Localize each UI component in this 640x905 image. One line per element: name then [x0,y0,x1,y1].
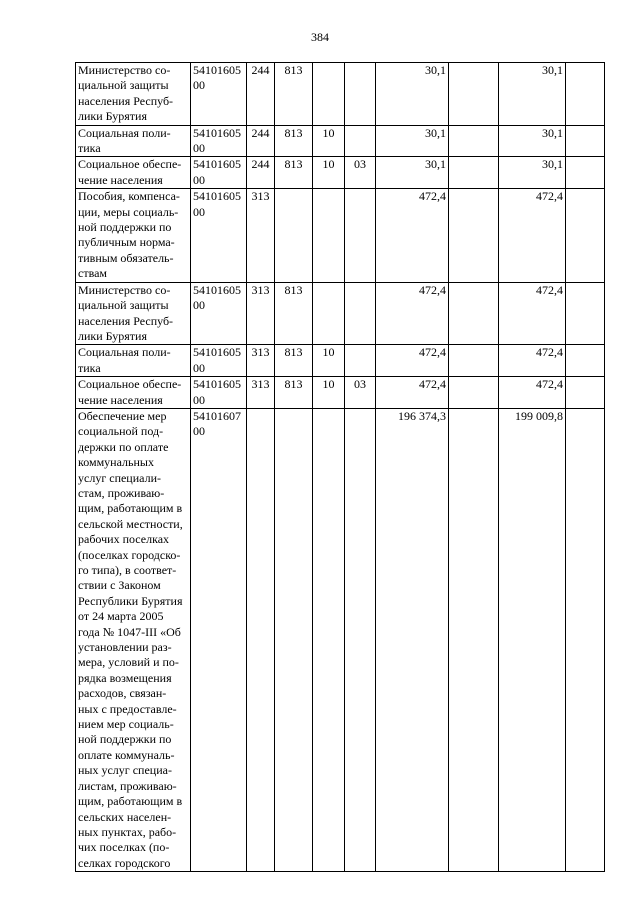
expense-type-cell: 313 [247,189,275,282]
name-cell: Социальная поли- тика [76,125,191,157]
amount-cell-2: 472,4 [499,282,566,345]
subsection-cell [345,63,376,126]
name-cell: Социальное обеспе- чение населения [76,377,191,409]
name-cell: Министерство со- циальной защиты населения Респуб- лики Бурятия [76,63,191,126]
blank-cell-1 [449,63,499,126]
expense-type-cell: 244 [247,157,275,189]
blank-cell-2 [566,189,605,282]
blank-cell-1 [449,345,499,377]
section-cell [313,408,345,871]
blank-cell-2 [566,282,605,345]
blank-cell-2 [566,63,605,126]
amount-cell-2: 199 009,8 [499,408,566,871]
expense-type-cell [247,408,275,871]
name-cell: Пособия, компенса- ции, меры социаль- ной поддержки по публичным норма- тивным обязатель- ствам [76,189,191,282]
target-code-cell: 54101605 00 [191,125,247,157]
ministry-code-cell: 813 [275,377,313,409]
target-code-cell: 54101605 00 [191,345,247,377]
section-cell: 10 [313,125,345,157]
section-cell: 10 [313,157,345,189]
amount-cell-2: 30,1 [499,157,566,189]
blank-cell-2 [566,408,605,871]
amount-cell-1: 472,4 [376,377,449,409]
blank-cell-2 [566,377,605,409]
amount-cell-2: 30,1 [499,63,566,126]
section-cell [313,189,345,282]
ministry-code-cell: 813 [275,282,313,345]
blank-cell-2 [566,345,605,377]
blank-cell-1 [449,189,499,282]
blank-cell-1 [449,157,499,189]
blank-cell-1 [449,282,499,345]
expense-type-cell: 313 [247,345,275,377]
target-code-cell: 54101607 00 [191,408,247,871]
section-cell [313,63,345,126]
table-body [76,63,605,872]
amount-cell-2: 472,4 [499,189,566,282]
name-cell: Министерство со- циальной защиты населения Респуб- лики Бурятия [76,282,191,345]
amount-cell-1: 30,1 [376,125,449,157]
blank-cell-1 [449,125,499,157]
amount-cell-1: 196 374,3 [376,408,449,871]
expense-type-cell: 244 [247,63,275,126]
name-cell: Социальная поли- тика [76,345,191,377]
table-row [76,345,605,377]
target-code-cell: 54101605 00 [191,157,247,189]
target-code-cell: 54101605 00 [191,189,247,282]
target-code-cell: 54101605 00 [191,377,247,409]
amount-cell-1: 472,4 [376,189,449,282]
section-cell: 10 [313,345,345,377]
subsection-cell [345,345,376,377]
subsection-cell [345,408,376,871]
amount-cell-1: 30,1 [376,157,449,189]
subsection-cell [345,282,376,345]
subsection-cell: 03 [345,377,376,409]
amount-cell-1: 472,4 [376,282,449,345]
table-row [76,125,605,157]
name-cell: Обеспечение мер социальной под- держки по оплате коммунальных услуг специали- стам, проживаю- щим, работающим в сельской местности, рабочих поселках (поселках городско- го типа), в соответ- ствии с Законом Республики Бурятия от 24 марта 2005 года № 1047-III «Об установлении раз- мера, условий и по- рядка возмещения расходов, связан- ных с предоставле- нием мер социаль- ной поддержки по оплате коммуналь- ных услуг специа- листам, проживаю- щим, работающим в сельских населен- ных пунктах, рабо- чих поселках (по- селках городского [76,408,191,871]
amount-cell-2: 472,4 [499,377,566,409]
blank-cell-1 [449,377,499,409]
ministry-code-cell: 813 [275,345,313,377]
expense-type-cell: 313 [247,282,275,345]
subsection-cell [345,125,376,157]
table-row [76,408,605,871]
table-row [76,377,605,409]
blank-cell-1 [449,408,499,871]
blank-cell-2 [566,157,605,189]
table-row [76,282,605,345]
section-cell: 10 [313,377,345,409]
target-code-cell: 54101605 00 [191,282,247,345]
ministry-code-cell: 813 [275,63,313,126]
ministry-code-cell [275,189,313,282]
subsection-cell [345,189,376,282]
blank-cell-2 [566,125,605,157]
table-row [76,63,605,126]
amount-cell-2: 30,1 [499,125,566,157]
table-row [76,157,605,189]
amount-cell-1: 472,4 [376,345,449,377]
ministry-code-cell: 813 [275,125,313,157]
expense-type-cell: 244 [247,125,275,157]
target-code-cell: 54101605 00 [191,63,247,126]
table-row [76,189,605,282]
subsection-cell: 03 [345,157,376,189]
budget-table [75,62,605,872]
expense-type-cell: 313 [247,377,275,409]
name-cell: Социальное обеспе- чение населения [76,157,191,189]
amount-cell-2: 472,4 [499,345,566,377]
ministry-code-cell: 813 [275,157,313,189]
page-number: 384 [311,30,329,44]
amount-cell-1: 30,1 [376,63,449,126]
section-cell [313,282,345,345]
ministry-code-cell [275,408,313,871]
